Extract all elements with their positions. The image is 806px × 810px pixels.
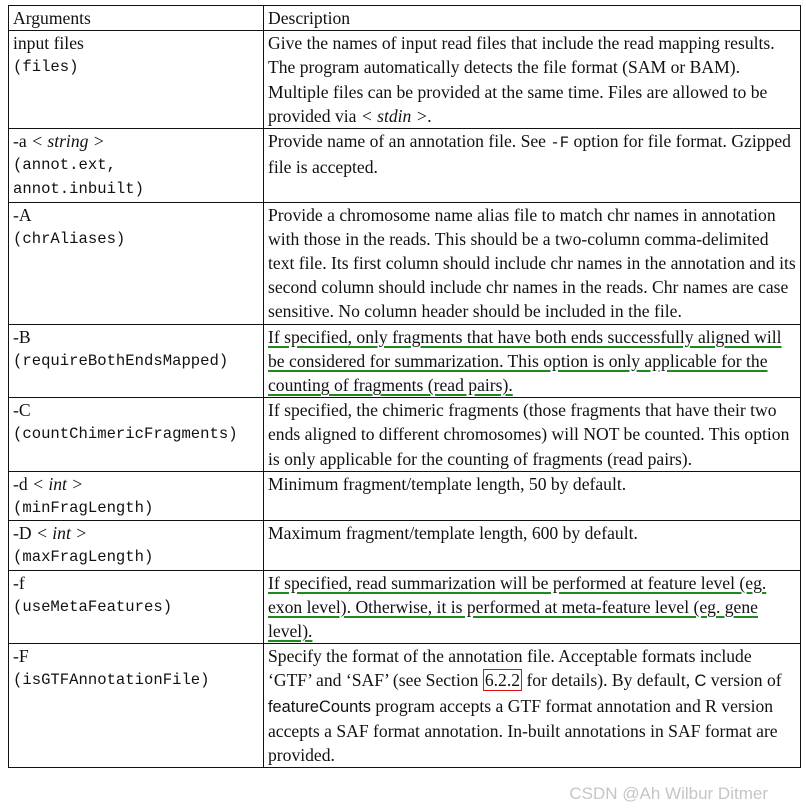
- description-text: Provide name of an annotation file. See: [268, 131, 546, 152]
- flag: -d: [13, 473, 28, 494]
- argument-name: -B: [13, 326, 31, 347]
- argument-name: -C: [13, 400, 31, 421]
- table-row: [9, 398, 801, 472]
- argument-name: [13, 129, 259, 153]
- argument-cell: [9, 324, 264, 398]
- parameter-name: (isGTFAnnotationFile): [13, 671, 210, 690]
- highlighted-text: If specified, read summarization will be performed at feature level (eg. exon level). Otherwise, it is performed at meta-feature level (eg. gene level).: [268, 572, 767, 642]
- argument-cell: [9, 31, 264, 129]
- parameter-name: (minFragLength): [13, 499, 154, 518]
- header-description: Description: [264, 6, 801, 31]
- argument-name: input files: [13, 33, 84, 54]
- parameter-name: (countChimericFragments): [13, 425, 238, 444]
- description-cell: Provide a chromosome name alias file to match chr names in annotation with those in the reads. This should be a two-column comma-delimited text file. Its first column should include chr names in the annotation and its second column should include chr names in the reads. Chr names are case sensitive. No column header should be included in the file.: [264, 202, 801, 324]
- table-row: [9, 471, 801, 520]
- parameter-name: (files): [13, 58, 79, 77]
- description-text: option for file format. Gzipped file is accepted.: [268, 131, 791, 178]
- description-cell: Maximum fragment/template length, 600 by default.: [264, 521, 801, 570]
- table-header-row: [9, 6, 801, 31]
- description-text: program accepts a GTF format annotation and R version accepts a SAF format annotation. In-built annotations in SAF format are provided.: [268, 695, 778, 766]
- description-cell: [264, 129, 801, 203]
- program-name: featureCounts: [268, 697, 371, 716]
- parameter-name: (requireBothEndsMapped): [13, 351, 229, 370]
- argument-cell: [9, 202, 264, 324]
- argument-name: -f: [13, 572, 25, 593]
- description-cell: [264, 31, 801, 129]
- parameter-name: (maxFragLength): [13, 548, 154, 567]
- description-cell: Minimum fragment/template length, 50 by default.: [264, 471, 801, 520]
- argument-cell: [9, 521, 264, 570]
- argument-cell: [9, 644, 264, 768]
- option-code: -F: [550, 134, 570, 153]
- page: [8, 5, 800, 768]
- argument-name: -A: [13, 204, 32, 225]
- argument-name: [13, 521, 259, 545]
- table-row: [9, 31, 801, 129]
- table-row: [9, 324, 801, 398]
- argument-name: -F: [13, 646, 29, 667]
- description-cell: [264, 644, 801, 768]
- argument-type: < int >: [35, 523, 88, 544]
- watermark: CSDN @Ah Wilbur Ditmer: [569, 784, 768, 803]
- description-text: Specify the format of the annotation file. Acceptable formats include ‘GTF’ and ‘SAF’ (see Section: [268, 646, 752, 691]
- argument-cell: [9, 398, 264, 472]
- argument-cell: [9, 570, 264, 644]
- description-cell: If specified, the chimeric fragments (those fragments that have their two ends aligned to different chromosomes) will NOT be counted. This option is only applicable for the counting of fragments (read pairs).: [264, 398, 801, 472]
- flag: -a: [13, 131, 27, 152]
- section-link[interactable]: 6.2.2: [484, 670, 521, 691]
- description-text: Give the names of input read files that include the read mapping results. The program automatically detects the file format (SAM or BAM). Multiple files can be provided at the same time. Files are allowed to be provided via: [268, 33, 775, 126]
- arguments-table: [8, 5, 801, 768]
- argument-type: < int >: [32, 473, 84, 494]
- argument-name: [13, 472, 259, 496]
- table-row: [9, 521, 801, 570]
- description-text: for details). By default,: [526, 670, 691, 691]
- header-arguments: Arguments: [9, 6, 264, 31]
- description-cell: [264, 324, 801, 398]
- parameter-name: (useMetaFeatures): [13, 597, 173, 616]
- table-row: [9, 570, 801, 644]
- stdin-text: < stdin >.: [360, 105, 433, 126]
- table-row: [9, 644, 801, 768]
- argument-cell: [9, 471, 264, 520]
- parameter-name: annot.inbuilt): [13, 180, 145, 199]
- description-text: version of: [710, 670, 782, 691]
- flag: -D: [13, 523, 32, 544]
- table-row: [9, 202, 801, 324]
- argument-type: < string >: [31, 131, 105, 152]
- c-label: C: [694, 672, 707, 691]
- parameter-name: (chrAliases): [13, 229, 126, 248]
- description-cell: [264, 570, 801, 644]
- highlighted-text: If specified, only fragments that have both ends successfully aligned will be considered for summarization. This option is only applicable for the counting of fragments (read pairs).: [268, 326, 782, 396]
- table-row: [9, 129, 801, 203]
- argument-cell: [9, 129, 264, 203]
- parameter-name: (annot.ext,: [13, 156, 116, 175]
